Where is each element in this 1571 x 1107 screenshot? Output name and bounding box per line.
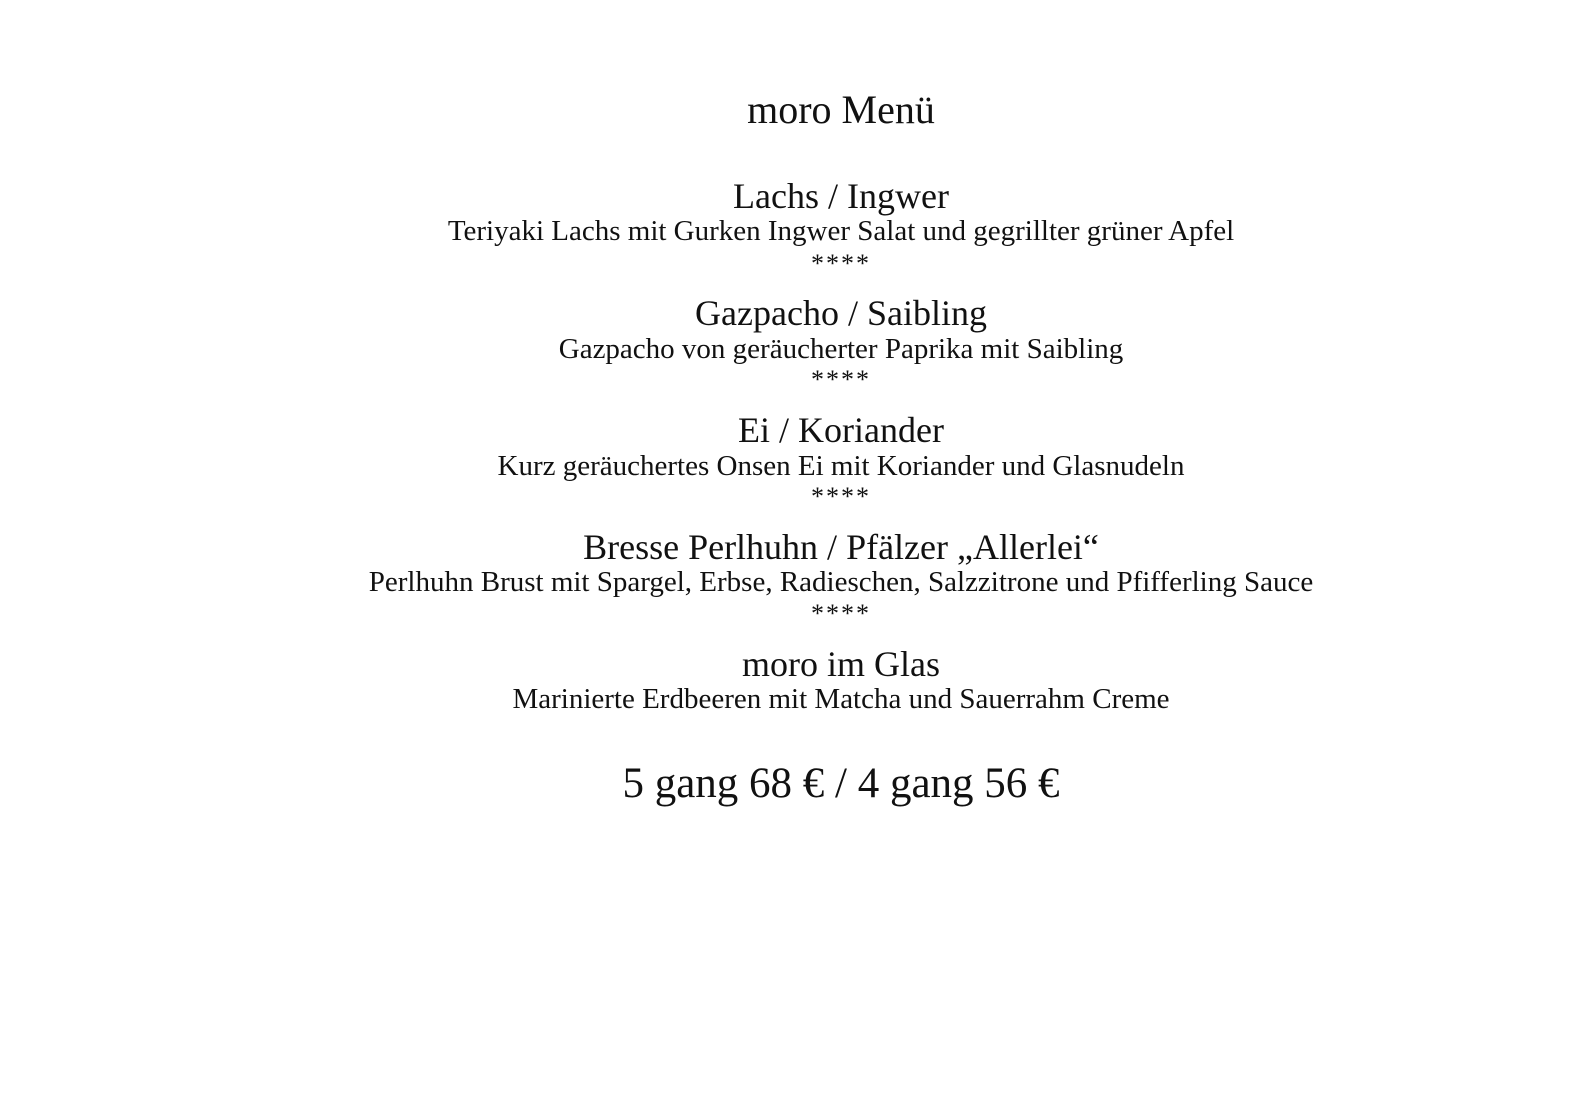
course-2-name: Gazpacho / Saibling [695, 293, 987, 333]
course-4-separator: **** [811, 599, 871, 628]
course-4-description: Perlhuhn Brust mit Spargel, Erbse, Radieschen, Salzzitrone und Pfifferling Sauce [368, 566, 1314, 598]
course-2-separator: **** [811, 365, 871, 394]
course-5-description: Marinierte Erdbeeren mit Matcha und Sauerrahm Creme [512, 683, 1170, 715]
course-1-name: Lachs / Ingwer [733, 176, 949, 216]
course-3-separator: **** [811, 482, 871, 511]
course-2-description: Gazpacho von geräucherter Paprika mit Saibling [558, 333, 1124, 365]
course-3-name: Ei / Koriander [738, 410, 944, 450]
course-5-name: moro im Glas [742, 644, 940, 684]
course-1-separator: **** [811, 249, 871, 278]
course-1-description: Teriyaki Lachs mit Gurken Ingwer Salat und gegrillter grüner Apfel [447, 215, 1235, 247]
menu-title: moro Menü [747, 87, 935, 132]
course-3-description: Kurz geräuchertes Onsen Ei mit Koriander und Glasnudeln [497, 450, 1185, 482]
course-4-name: Bresse Perlhuhn / Pfälzer „Allerlei“ [583, 527, 1099, 567]
menu-price: 5 gang 68 € / 4 gang 56 € [622, 760, 1060, 807]
